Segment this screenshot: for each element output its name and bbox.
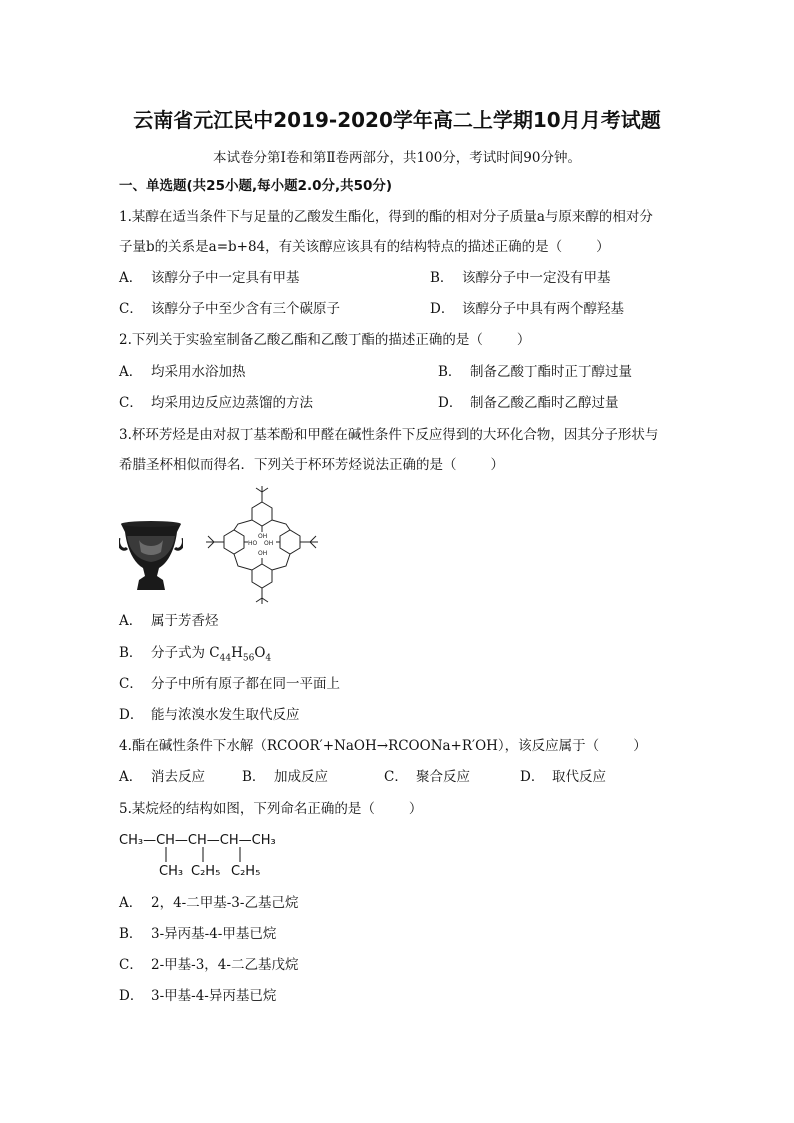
q3-option-c: C． 分子中所有原子都在同一平面上 <box>119 676 340 692</box>
q2-option-d: D． 制备乙酸乙酯时乙醇过量 <box>438 395 619 411</box>
oh-label-left: HO <box>248 540 258 547</box>
formula-branch-3: C₂H₅ <box>231 864 261 879</box>
q3-stem-line1: 3.杯环芳烃是由对叔丁基苯酚和甲醛在碱性条件下反应得到的大环化合物，因其分子形状与 <box>119 427 659 443</box>
oh-label-bottom: OH <box>258 550 268 557</box>
q2-option-a: A． 均采用水浴加热 <box>119 364 246 380</box>
oh-label-top: OH <box>258 533 268 540</box>
page-title: 云南省元江民中2019-2020学年高二上学期10月月考试题 <box>133 108 661 132</box>
q4-option-c: C． 聚合反应 <box>384 769 470 785</box>
q5-option-a: A． 2，4-二甲基-3-乙基己烷 <box>119 895 299 911</box>
q4-option-a: A． 消去反应 <box>119 769 205 785</box>
q5-stem: 5.某烷烃的结构如图，下列命名正确的是（ ） <box>119 801 423 817</box>
oh-label-right: OH <box>264 540 274 547</box>
formula-branch-1: CH₃ <box>159 864 184 879</box>
q1-option-b: B． 该醇分子中一定没有甲基 <box>430 270 611 286</box>
q3-stem-line2: 希腊圣杯相似而得名．下列关于杯环芳烃说法正确的是（ ） <box>119 457 504 473</box>
q2-option-c: C． 均采用边反应边蒸馏的方法 <box>119 395 313 411</box>
q2-option-b: B． 制备乙酸丁酯时正丁醇过量 <box>438 364 632 380</box>
alkane-structural-formula <box>119 830 299 880</box>
q3-option-b: B． 分子式为 $C_{44}H_{56}O_4$ <box>119 645 272 664</box>
q4-stem: 4.酯在碱性条件下水解（RCOOR′+NaOH→RCOONa+R′OH），该反应属于（ ） <box>119 738 647 754</box>
q5-option-b: B． 3-异丙基-4-甲基已烷 <box>119 926 277 942</box>
q4-option-b: B． 加成反应 <box>242 769 328 785</box>
formula-branch-2: C₂H₅ <box>191 864 221 879</box>
section-heading: 一、单选题(共25小题,每小题2.0分,共50分) <box>119 178 393 194</box>
calixarene-structure-figure <box>200 486 324 604</box>
q5-option-d: D． 3-甲基-4-异丙基已烷 <box>119 988 277 1004</box>
exam-instructions: 本试卷分第Ⅰ卷和第Ⅱ卷两部分，共100分，考试时间90分钟。 <box>213 150 581 166</box>
q1-option-a: A． 该醇分子中一定具有甲基 <box>119 270 300 286</box>
q4-option-d: D． 取代反应 <box>520 769 606 785</box>
greek-cup-figure <box>119 518 183 598</box>
q3-option-d: D． 能与浓溴水发生取代反应 <box>119 707 300 723</box>
formula-main-chain: CH₃—CH—CH—CH—CH₃ <box>119 833 276 848</box>
q1-stem-line1: 1.某醇在适当条件下与足量的乙酸发生酯化，得到的酯的相对分子质量a与原来醇的相对分 <box>119 209 653 225</box>
q3-option-a: A． 属于芳香烃 <box>119 613 219 629</box>
q1-option-c: C． 该醇分子中至少含有三个碳原子 <box>119 301 340 317</box>
q1-stem-line2: 子量b的关系是a=b+84，有关该醇应该具有的结构特点的描述正确的是（ ） <box>119 239 610 255</box>
q1-option-d: D． 该醇分子中具有两个醇羟基 <box>430 301 624 317</box>
q5-option-c: C． 2-甲基-3，4-二乙基戊烷 <box>119 957 299 973</box>
q2-stem: 2.下列关于实验室制备乙酸乙酯和乙酸丁酯的描述正确的是（ ） <box>119 332 531 348</box>
